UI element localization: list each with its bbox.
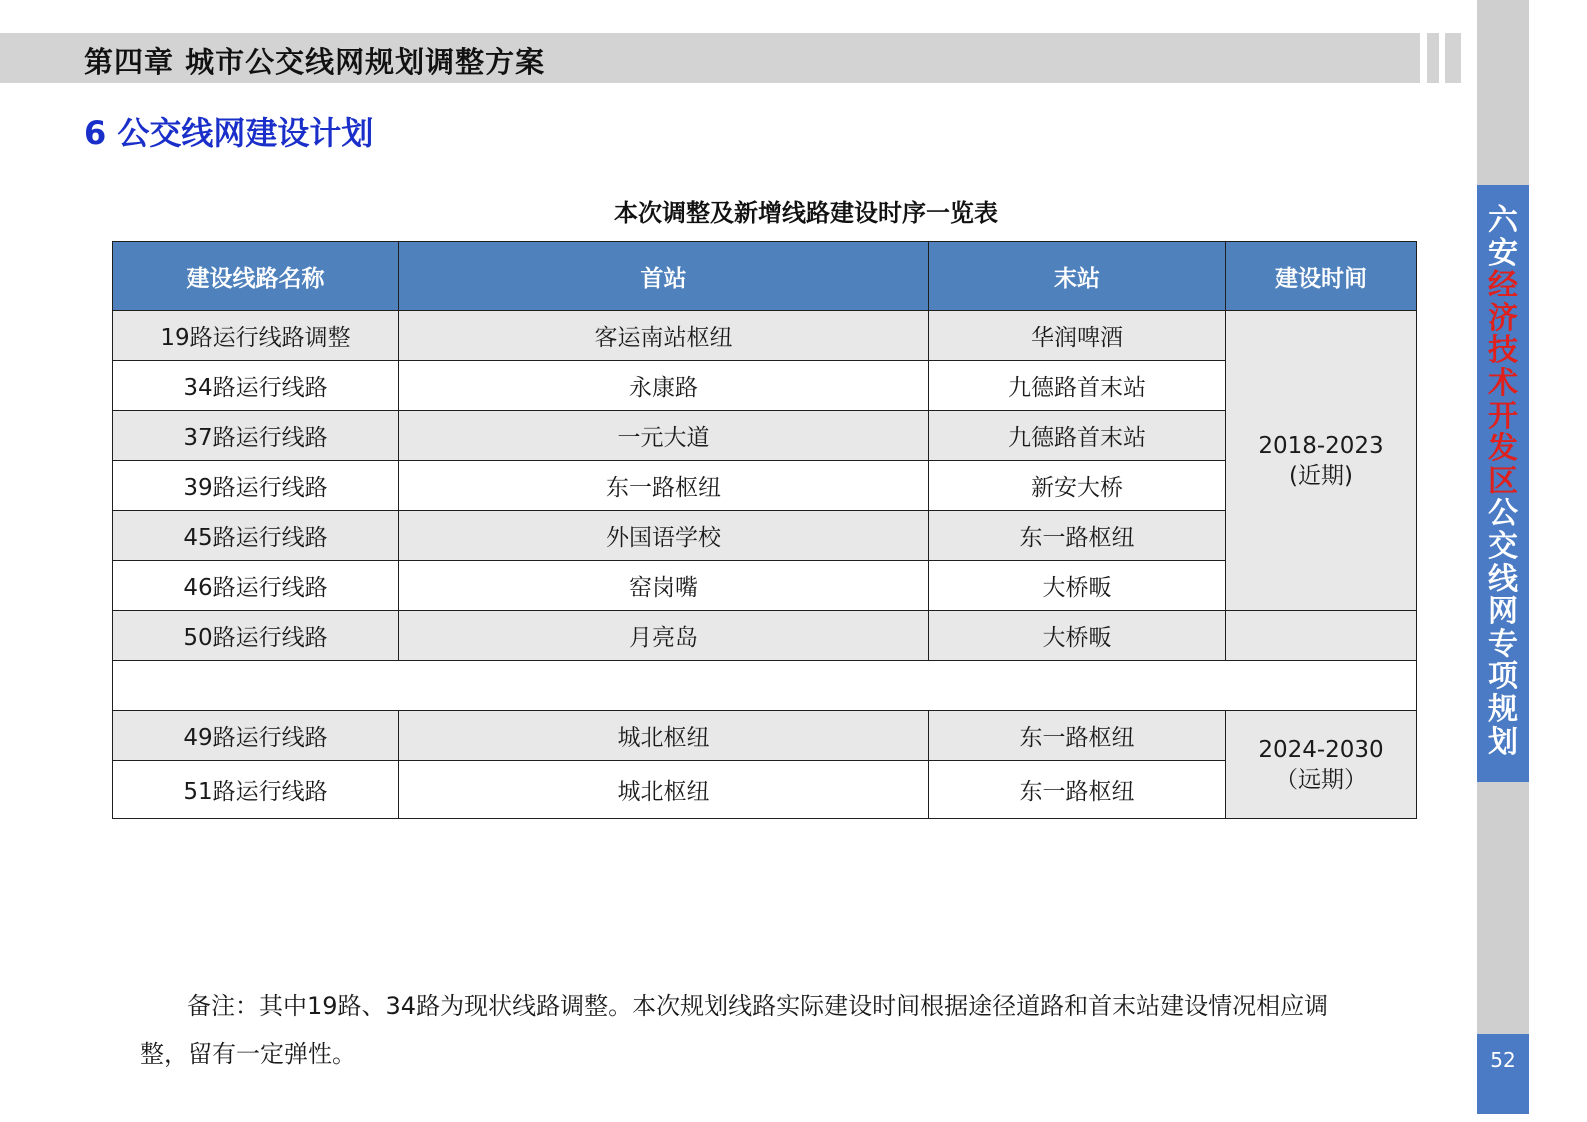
route-name: 37路运行线路 <box>113 411 399 461</box>
first-stop: 月亮岛 <box>399 611 929 661</box>
chapter-title: 第四章 城市公交线网规划调整方案 <box>84 45 546 79</box>
side-title-char: 规 <box>1488 691 1518 727</box>
first-stop: 窑岗嘴 <box>399 561 929 611</box>
last-stop: 新安大桥 <box>929 461 1226 511</box>
last-stop: 东一路枢纽 <box>929 761 1226 819</box>
side-title-char: 开 <box>1488 398 1518 434</box>
period-years: 2018-2023 <box>1258 432 1384 459</box>
table-row <box>113 311 1417 361</box>
period-far <box>1226 711 1417 819</box>
route-name: 45路运行线路 <box>113 511 399 561</box>
last-stop: 大桥畈 <box>929 561 1226 611</box>
last-stop: 大桥畈 <box>929 611 1226 661</box>
table-header-row <box>113 242 1417 311</box>
table-row <box>113 461 1417 511</box>
period-years: 2024-2030 <box>1258 736 1384 763</box>
last-stop: 华润啤酒 <box>929 311 1226 361</box>
col-header-period: 建设时间 <box>1226 242 1417 311</box>
page-number-box <box>1477 1034 1529 1114</box>
table-row <box>113 761 1417 819</box>
side-title-char: 网 <box>1488 594 1518 630</box>
col-header-first-stop: 首站 <box>399 242 929 311</box>
first-stop: 一元大道 <box>399 411 929 461</box>
side-title-char: 项 <box>1488 659 1518 695</box>
route-name: 19路运行线路调整 <box>113 311 399 361</box>
spacer-cell <box>113 661 1417 711</box>
side-title-char: 安 <box>1488 235 1518 271</box>
schedule-table <box>112 241 1417 819</box>
period-label: （远期） <box>1275 766 1367 793</box>
side-title-char: 发 <box>1488 431 1518 467</box>
first-stop: 客运南站枢纽 <box>399 311 929 361</box>
table-row <box>113 411 1417 461</box>
col-header-route: 建设线路名称 <box>113 242 399 311</box>
side-title-char: 公 <box>1488 496 1518 532</box>
last-stop: 九德路首末站 <box>929 411 1226 461</box>
route-name: 50路运行线路 <box>113 611 399 661</box>
col-header-last-stop: 末站 <box>929 242 1226 311</box>
side-panel-top <box>1477 0 1529 185</box>
side-title-char: 专 <box>1488 626 1518 662</box>
table-row <box>113 711 1417 761</box>
side-title-char: 技 <box>1488 333 1518 369</box>
route-name: 51路运行线路 <box>113 761 399 819</box>
page-number: 52 <box>1490 1048 1516 1072</box>
last-stop: 东一路枢纽 <box>929 711 1226 761</box>
side-title-char: 六 <box>1488 203 1518 238</box>
period-near <box>1226 311 1417 611</box>
route-name: 49路运行线路 <box>113 711 399 761</box>
first-stop: 城北枢纽 <box>399 711 929 761</box>
last-stop: 九德路首末站 <box>929 361 1226 411</box>
period-empty-cell <box>1226 611 1417 661</box>
table-spacer-row <box>113 661 1417 711</box>
route-name: 46路运行线路 <box>113 561 399 611</box>
first-stop: 外国语学校 <box>399 511 929 561</box>
side-panel-title <box>1477 205 1529 759</box>
side-title-char: 线 <box>1488 561 1518 597</box>
side-title-char: 经 <box>1488 268 1518 304</box>
side-panel-bottom <box>1477 782 1529 1034</box>
last-stop: 东一路枢纽 <box>929 511 1226 561</box>
table-row <box>113 361 1417 411</box>
table-row <box>113 511 1417 561</box>
route-name: 34路运行线路 <box>113 361 399 411</box>
table-note: 备注：其中19路、34路为现状线路调整。本次规划线路实际建设时间根据途径道路和首末站建设情况相应调整，留有一定弹性。 <box>140 992 1329 1068</box>
side-title-char: 区 <box>1488 463 1518 499</box>
side-title-char: 术 <box>1488 365 1518 401</box>
first-stop: 永康路 <box>399 361 929 411</box>
table-row <box>113 611 1417 661</box>
table-row <box>113 561 1417 611</box>
header-decor-stripe <box>1445 33 1461 83</box>
first-stop: 城北枢纽 <box>399 761 929 819</box>
side-title-char: 济 <box>1488 300 1518 336</box>
route-name: 39路运行线路 <box>113 461 399 511</box>
section-title: 6 公交线网建设计划 <box>84 114 374 152</box>
table-caption: 本次调整及新增线路建设时序一览表 <box>614 199 998 227</box>
first-stop: 东一路枢纽 <box>399 461 929 511</box>
header-decor-stripe <box>1427 33 1439 83</box>
period-label: (近期) <box>1289 462 1353 489</box>
side-title-char: 划 <box>1488 724 1518 760</box>
side-title-char: 交 <box>1488 528 1518 564</box>
